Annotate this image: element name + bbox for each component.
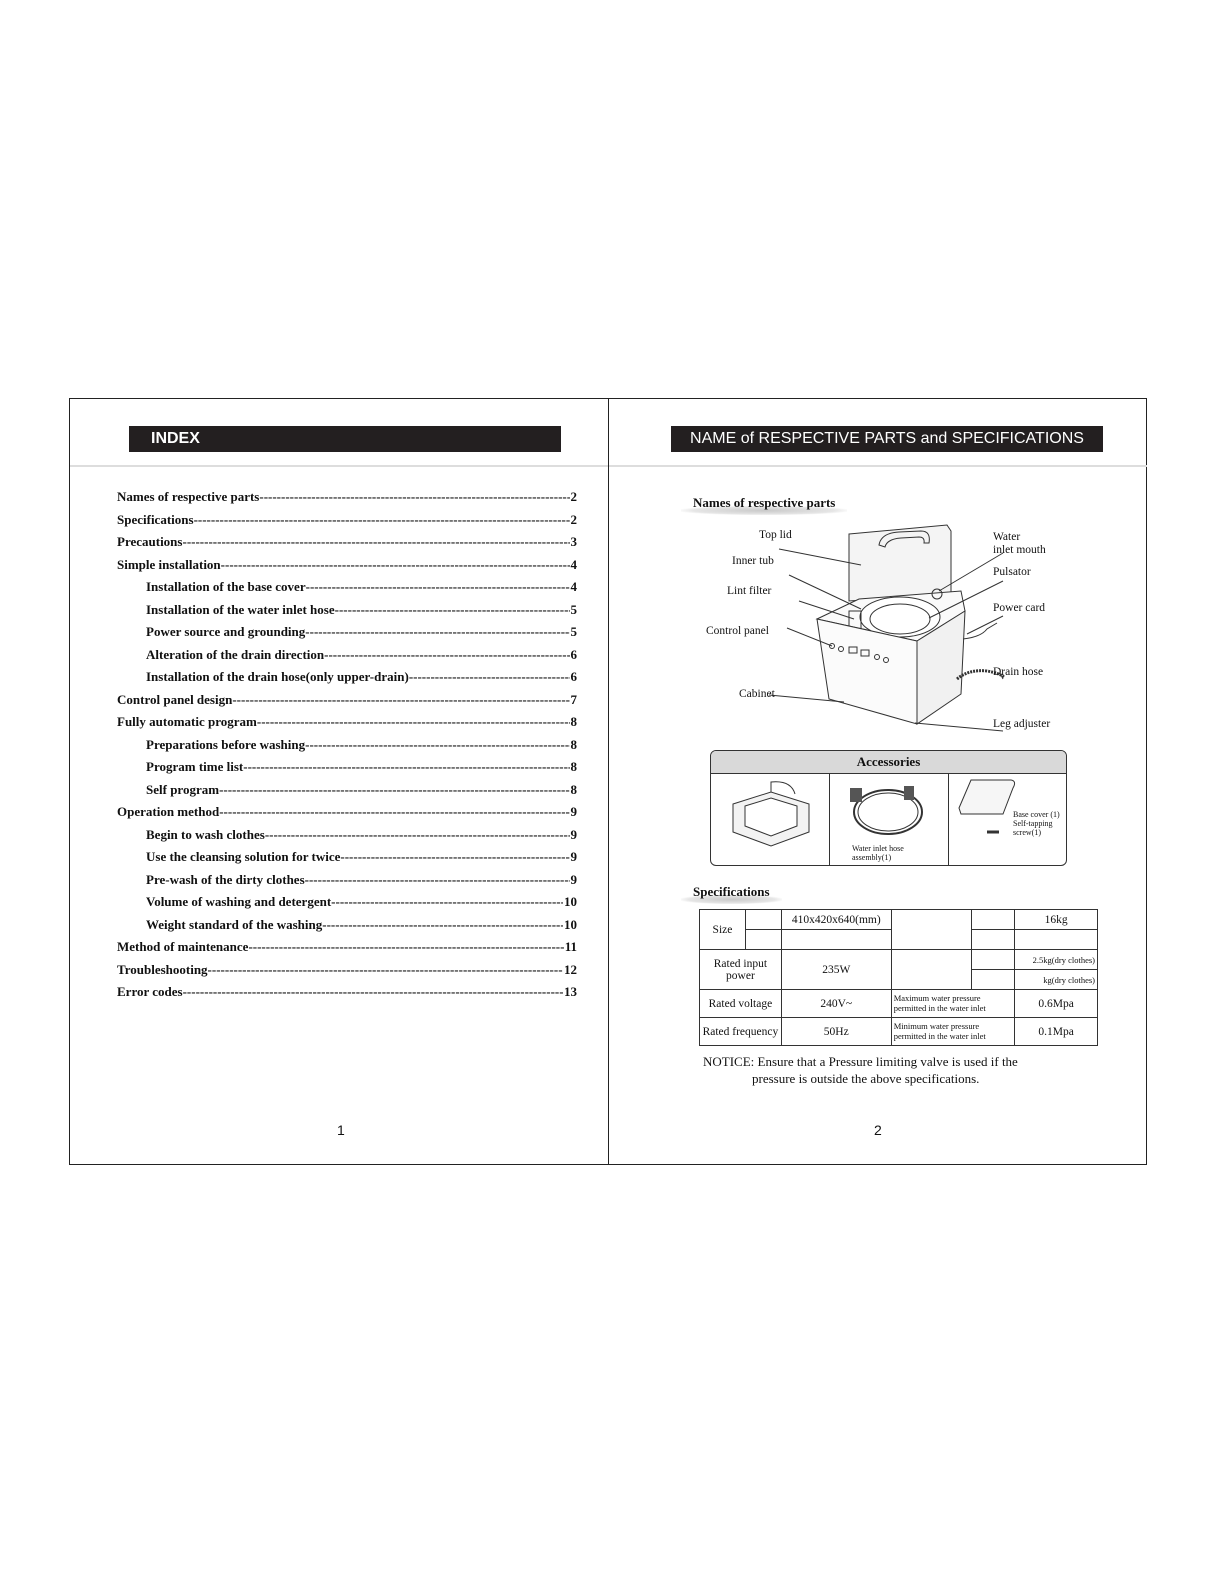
toc-entry [117, 512, 577, 535]
toc-page: 13 [564, 984, 577, 999]
toc-title: Program time list [146, 759, 244, 774]
toc-title: Preparations before washing [146, 736, 306, 752]
toc-entry [117, 917, 577, 940]
toc-page: 8 [570, 759, 577, 774]
max-pressure-label: Maximum water pressure permitted in the water inlet [891, 990, 1015, 1018]
toc-title: Alteration of the drain direction [146, 646, 325, 662]
label-drain-hose: Drain hose [993, 666, 1044, 678]
toc-entry [117, 962, 577, 985]
toc-page: 8 [570, 714, 577, 729]
voltage-value: 240V~ [781, 990, 891, 1018]
toc-page: 9 [570, 849, 577, 864]
base-cover-caption-2: Self-tapping screw(1) [1013, 819, 1053, 837]
toc-leader [221, 557, 570, 573]
toc-leader [305, 737, 569, 753]
header-rule [70, 465, 608, 467]
toc-page: 8 [570, 736, 577, 752]
toc-entry [117, 624, 577, 647]
toc-leader [194, 512, 570, 528]
toc-leader [248, 939, 563, 955]
voltage-label: Rated voltage [700, 990, 782, 1018]
toc-leader [306, 579, 570, 595]
toc-entry [117, 782, 577, 805]
toc-leader [324, 647, 569, 663]
toc-title: Names of respective parts [117, 489, 260, 504]
toc-leader [322, 917, 563, 933]
toc-page: 6 [570, 646, 577, 662]
toc-page: 9 [570, 804, 577, 819]
toc-page: 3 [570, 534, 577, 549]
parts-specs-page [609, 399, 1147, 1164]
toc-title: Method of maintenance [117, 939, 249, 954]
notice-line-1: NOTICE: Ensure that a Pressure limiting valve is used if the [703, 1054, 1018, 1069]
size-value: 410x420x640(mm) [781, 910, 891, 930]
toc-page: 5 [570, 601, 577, 617]
page-number: 2 [874, 1122, 882, 1138]
parts-banner: NAME of RESPECTIVE PARTS and SPECIFICATIONS [671, 426, 1103, 452]
toc-page: 5 [570, 624, 577, 639]
toc-page: 11 [564, 939, 577, 954]
toc-title: Troubleshooting [117, 961, 208, 977]
toc-leader [219, 804, 569, 820]
capacity-2: kg(dry clothes) [1015, 970, 1098, 990]
power-label: Rated input power [700, 950, 782, 990]
manual-spread [69, 398, 1147, 1165]
toc-entry [117, 849, 577, 872]
toc-entry [117, 827, 577, 850]
toc-entry [117, 939, 577, 962]
toc-entry [117, 737, 577, 760]
toc-title: Begin to wash clothes [146, 826, 265, 842]
toc-title: Use the cleansing solution for twice [146, 849, 341, 864]
toc-leader [219, 782, 569, 798]
label-water-inlet-2: inlet mouth [993, 544, 1046, 556]
toc-title: Installation of the base cover [146, 579, 306, 594]
toc-title: Specifications [117, 511, 194, 527]
toc-leader [232, 692, 569, 708]
page-number: 1 [337, 1122, 345, 1138]
hose-caption-1: Water inlet hose [852, 844, 904, 853]
label-water-inlet-1: Water [993, 531, 1021, 543]
label-inner-tub: Inner tub [732, 555, 774, 567]
toc-entry [117, 872, 577, 895]
notice-line-2: pressure is outside the above specifications. [752, 1071, 980, 1086]
toc-entry [117, 534, 577, 557]
label-top-lid: Top lid [759, 529, 792, 541]
hose-caption-2: assembly(1) [852, 853, 892, 862]
toc-title: Fully automatic program [117, 714, 257, 729]
max-pressure-value: 0.6Mpa [1015, 990, 1098, 1018]
toc-leader [305, 624, 569, 640]
toc-leader [335, 602, 570, 618]
toc-page: 2 [570, 489, 577, 504]
min-pressure-value: 0.1Mpa [1015, 1018, 1098, 1046]
base-cover-caption-1: Base cover (1) [1013, 810, 1060, 819]
toc-page: 8 [570, 781, 577, 797]
size-label: Size [700, 910, 746, 950]
toc-title: Installation of the drain hose(only upper-drain) [146, 669, 409, 684]
toc-leader [331, 894, 563, 910]
label-control-panel: Control panel [706, 625, 769, 637]
toc-leader [257, 714, 570, 730]
toc-page: 9 [570, 826, 577, 842]
toc-entry [117, 557, 577, 580]
toc-leader [243, 759, 569, 775]
toc-page: 10 [564, 894, 577, 909]
toc-leader [305, 872, 570, 888]
power-value: 235W [781, 950, 891, 990]
toc-title: Operation method [117, 804, 220, 819]
toc-title: Simple installation [117, 556, 221, 572]
parts-section-title: Names of respective parts [687, 495, 841, 511]
toc-entry [117, 692, 577, 715]
toc-title: Installation of the water inlet hose [146, 601, 335, 617]
index-banner: INDEX [129, 426, 561, 452]
toc-leader [208, 962, 563, 978]
toc-title: Precautions [117, 534, 183, 549]
notice [703, 1053, 1018, 1087]
toc-page: 10 [564, 916, 577, 932]
specifications-table [699, 909, 1098, 1046]
toc-leader [265, 827, 570, 843]
label-cabinet: Cabinet [739, 688, 775, 700]
toc-page: 2 [570, 511, 577, 527]
label-leg-adjuster: Leg adjuster [993, 718, 1051, 730]
accessories-box [710, 750, 1067, 866]
toc-title: Error codes [117, 984, 183, 999]
toc-leader [183, 984, 563, 1000]
toc-page: 4 [570, 556, 577, 572]
base-frame-icon [711, 774, 829, 866]
toc-entry [117, 647, 577, 670]
accessories-title: Accessories [711, 751, 1066, 774]
washer-diagram [699, 519, 1069, 749]
accessory-inlet-hose [830, 774, 949, 866]
toc-leader [259, 489, 569, 505]
toc-title: Volume of washing and detergent [146, 894, 332, 909]
label-power-card: Power card [993, 602, 1046, 614]
table-of-contents [117, 489, 577, 1007]
toc-leader [340, 849, 569, 865]
toc-title: Power source and grounding [146, 624, 306, 639]
toc-title: Weight standard of the washing [146, 916, 323, 932]
toc-entry [117, 894, 577, 917]
toc-title: Pre-wash of the dirty clothes [146, 871, 305, 887]
index-page [70, 399, 608, 1164]
toc-page: 12 [564, 961, 577, 977]
label-lint-filter: Lint filter [727, 585, 772, 597]
toc-entry [117, 669, 577, 692]
weight-value: 16kg [1015, 910, 1098, 930]
toc-entry [117, 602, 577, 625]
toc-entry [117, 714, 577, 737]
accessory-base-frame [711, 774, 830, 866]
toc-leader [182, 534, 569, 550]
toc-page: 4 [570, 579, 577, 594]
min-pressure-label: Minimum water pressure permitted in the water inlet [891, 1018, 1015, 1046]
toc-page: 9 [570, 871, 577, 887]
toc-entry [117, 759, 577, 782]
specs-section-title: Specifications [687, 884, 776, 900]
toc-leader [409, 669, 570, 685]
toc-entry [117, 804, 577, 827]
toc-title: Control panel design [117, 691, 233, 707]
toc-entry [117, 579, 577, 602]
toc-page: 7 [570, 691, 577, 707]
capacity-1: 2.5kg(dry clothes) [1015, 950, 1098, 970]
accessory-base-cover [949, 774, 1067, 866]
toc-title: Self program [146, 781, 220, 797]
label-pulsator: Pulsator [993, 566, 1031, 578]
toc-page: 6 [570, 669, 577, 684]
toc-entry [117, 489, 577, 512]
toc-entry [117, 984, 577, 1007]
frequency-label: Rated frequency [700, 1018, 782, 1046]
header-rule [609, 465, 1147, 467]
frequency-value: 50Hz [781, 1018, 891, 1046]
